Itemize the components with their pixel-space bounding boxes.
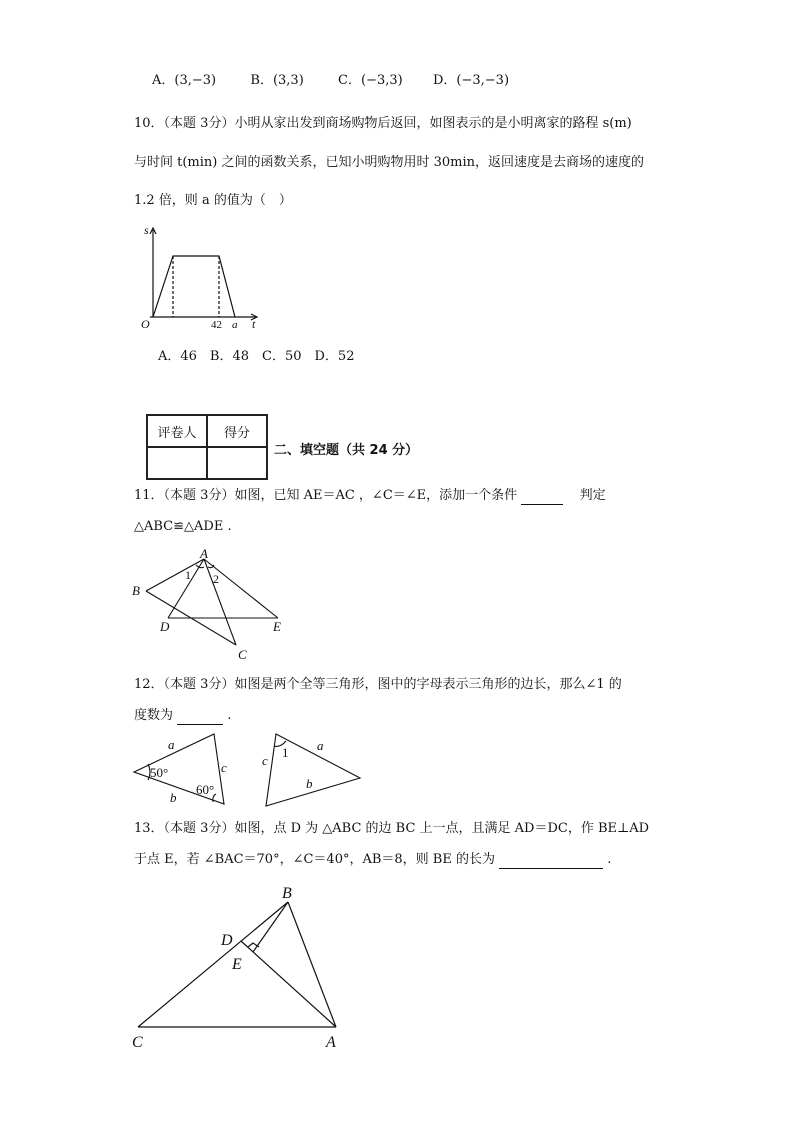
q12-line1: 12．（本题 3分）如图是两个全等三角形，图中的字母表示三角形的边长，那么∠1 的: [134, 677, 622, 692]
q10-s-label: s: [144, 223, 149, 237]
q11-figure: [128, 545, 298, 663]
q11-line1-end: 判定: [579, 488, 606, 503]
q13-line2: 于点 E，若 ∠BAC＝70°，∠C＝40°，AB＝8，则 BE 的长为: [134, 852, 495, 867]
score-table-header-score: 得分: [207, 415, 267, 447]
q9-option-b: B．(3,3): [250, 73, 304, 88]
section-2-title: 二、填空题（共 24 分）: [274, 443, 419, 458]
q11-label-E: E: [273, 619, 281, 634]
q9-option-c: C．(−3,3): [338, 73, 403, 88]
q12-right-c: c: [262, 753, 268, 768]
q12-angle-50: 50°: [150, 765, 169, 780]
score-table-cell-grader: [147, 447, 207, 479]
q13-label-C: C: [132, 1034, 143, 1051]
q12-right-b: b: [306, 776, 313, 791]
q12-right-1: 1: [282, 745, 289, 760]
q12-answer-blank[interactable]: [177, 710, 223, 725]
q10-graph: [132, 222, 272, 334]
q12-left-b: b: [170, 790, 177, 805]
q10-tick-42: 42: [211, 319, 222, 331]
q9-option-d: D．(−3,−3): [433, 73, 510, 88]
q12-right-a: a: [317, 738, 324, 753]
q12-figure: [128, 730, 368, 810]
q13-answer-blank[interactable]: [499, 854, 603, 869]
q10-line3: 1.2 倍，则 a 的值为（ ）: [134, 193, 292, 208]
q13-label-D: D: [221, 932, 233, 949]
q13-label-A: A: [326, 1034, 336, 1051]
q12-left-a: a: [168, 737, 175, 752]
q12-line2-end: .: [227, 708, 232, 723]
q13-label-B: B: [282, 885, 292, 902]
q13-line-BA: [288, 902, 336, 1027]
q13-line-DA: [241, 941, 336, 1027]
q13-line1: 13．（本题 3分）如图，点 D 为 △ABC 的边 BC 上一点，且满足 AD＝DC，作 BE⊥AD: [134, 821, 650, 836]
q12-angle-60: 60°: [196, 782, 215, 797]
q10-origin-label: O: [141, 317, 150, 331]
score-table-cell-score: [207, 447, 267, 479]
q11-label-C: C: [238, 647, 247, 662]
q13-label-E: E: [232, 956, 242, 973]
q10-options: A．46 B．48 C．50 D．52: [158, 349, 355, 364]
q11-label-D: D: [160, 619, 170, 634]
q12-line2: 度数为: [134, 708, 174, 723]
q13-line-CB: [138, 902, 288, 1027]
q10-tick-a: a: [232, 319, 238, 331]
q11-line2: △ABC≌△ADE .: [134, 519, 232, 534]
q12-left-c: c: [221, 760, 227, 775]
q13-figure: [128, 880, 358, 1055]
q10-line1: 10．（本题 3分）小明从家出发到商场购物后返回，如图表示的是小明离家的路程 s(m): [134, 116, 632, 131]
q13-line2-end: .: [607, 852, 612, 867]
q9-option-a: A．(3,−3): [152, 73, 217, 88]
q11-label-2: 2: [213, 572, 219, 586]
q10-line2: 与时间 t(min) 之间的函数关系，已知小明购物用时 30min，返回速度是去商场的速度的: [134, 155, 645, 170]
score-table-header-grader: 评卷人: [147, 415, 207, 447]
q11-angle2-arc: [208, 565, 214, 568]
q11-label-B: B: [132, 583, 140, 598]
q11-answer-blank[interactable]: [521, 490, 563, 505]
q11-label-A: A: [200, 546, 208, 561]
q11-line1: 11．（本题 3分）如图，已知 AE＝AC ，∠C＝∠E，添加一个条件: [134, 488, 518, 503]
q11-label-1: 1: [185, 568, 191, 582]
q10-path-line: [153, 256, 235, 317]
score-table: [146, 414, 268, 480]
q10-t-label: t: [252, 317, 256, 331]
q11-line-BA: [146, 559, 204, 591]
q12-triangle-right: [266, 734, 360, 806]
